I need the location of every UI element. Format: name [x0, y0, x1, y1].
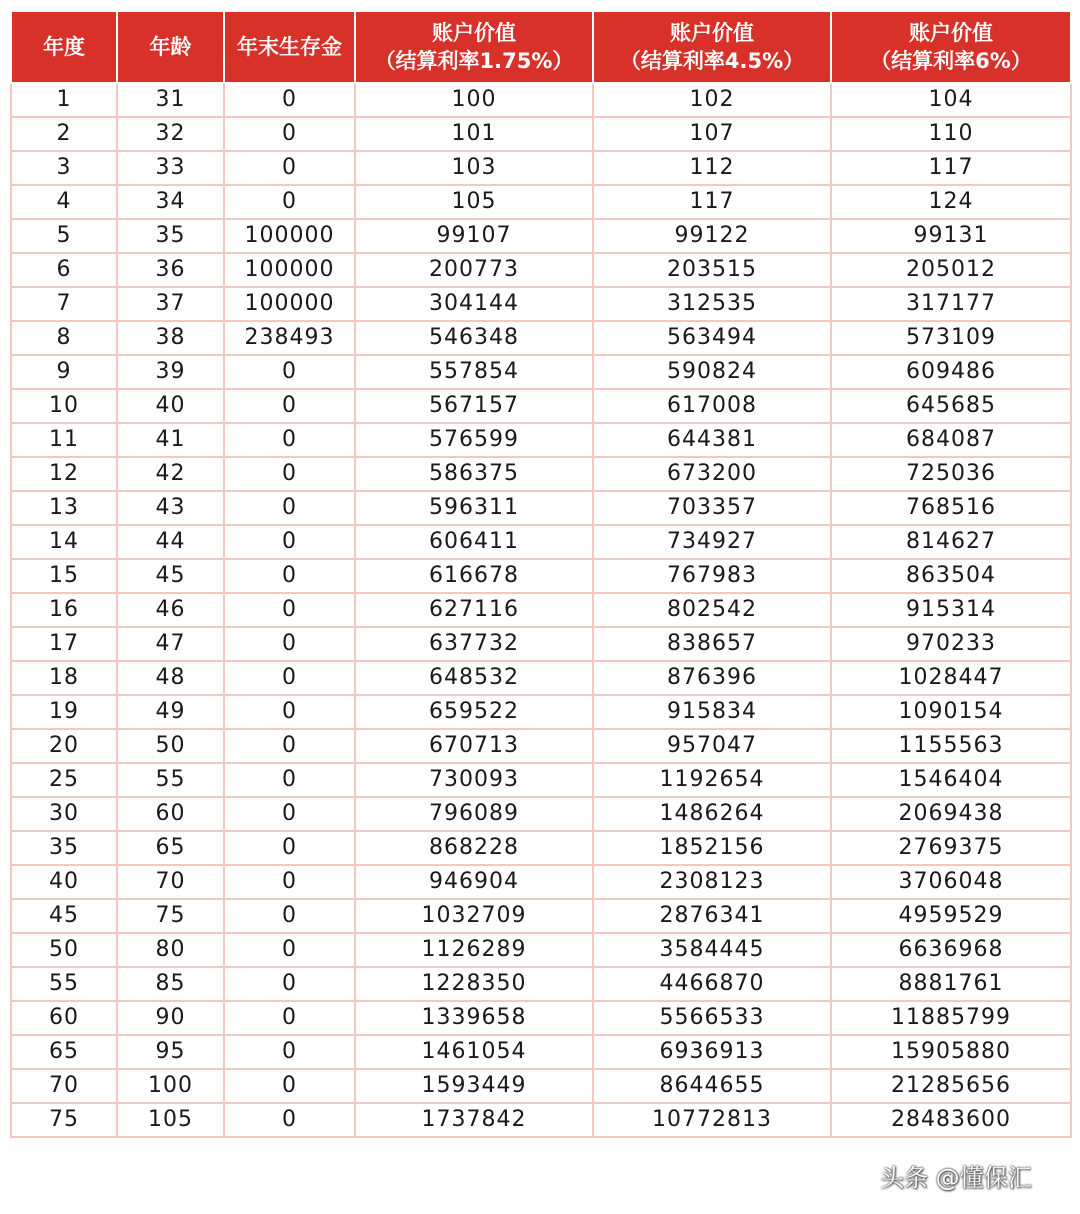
table-cell: 796089 [355, 797, 593, 831]
account-value-table [10, 10, 1072, 1138]
table-cell: 107 [593, 117, 831, 151]
table-row [11, 1103, 1071, 1137]
table-cell: 4466870 [593, 967, 831, 1001]
table-cell: 36 [117, 253, 224, 287]
table-cell: 2769375 [831, 831, 1071, 865]
column-header-3 [224, 11, 355, 83]
table-cell: 0 [224, 865, 355, 899]
table-cell: 34 [117, 185, 224, 219]
table-cell: 32 [117, 117, 224, 151]
table-cell: 33 [117, 151, 224, 185]
table-cell: 0 [224, 661, 355, 695]
table-cell: 15 [11, 559, 117, 593]
table-cell: 609486 [831, 355, 1071, 389]
column-header-title: 年龄 [149, 35, 192, 59]
table-cell: 645685 [831, 389, 1071, 423]
table-cell: 0 [224, 1103, 355, 1137]
table-cell: 48 [117, 661, 224, 695]
table-cell: 0 [224, 729, 355, 763]
table-row [11, 389, 1071, 423]
table-cell: 40 [117, 389, 224, 423]
table-cell: 0 [224, 117, 355, 151]
table-body [11, 83, 1071, 1137]
table-row [11, 321, 1071, 355]
table-row [11, 457, 1071, 491]
table-cell: 110 [831, 117, 1071, 151]
table-cell: 0 [224, 423, 355, 457]
table-cell: 45 [11, 899, 117, 933]
table-cell: 55 [11, 967, 117, 1001]
table-cell: 43 [117, 491, 224, 525]
table-cell: 99107 [355, 219, 593, 253]
table-cell: 42 [117, 457, 224, 491]
table-cell: 35 [117, 219, 224, 253]
table-cell: 0 [224, 185, 355, 219]
table-cell: 573109 [831, 321, 1071, 355]
table-cell: 100000 [224, 219, 355, 253]
table-cell: 0 [224, 593, 355, 627]
table-cell: 617008 [593, 389, 831, 423]
table-row [11, 967, 1071, 1001]
table-row [11, 1001, 1071, 1035]
table-cell: 0 [224, 797, 355, 831]
table-row [11, 865, 1071, 899]
table-cell: 6 [11, 253, 117, 287]
table-cell: 11885799 [831, 1001, 1071, 1035]
column-header-5 [593, 11, 831, 83]
table-cell: 70 [117, 865, 224, 899]
table-row [11, 593, 1071, 627]
table-cell: 60 [11, 1001, 117, 1035]
table-row [11, 1035, 1071, 1069]
column-header-6 [831, 11, 1071, 83]
table-cell: 50 [11, 933, 117, 967]
table-cell: 38 [117, 321, 224, 355]
table-cell: 767983 [593, 559, 831, 593]
table-cell: 7 [11, 287, 117, 321]
table-cell: 99122 [593, 219, 831, 253]
table-cell: 104 [831, 83, 1071, 117]
table-cell: 0 [224, 627, 355, 661]
table-cell: 101 [355, 117, 593, 151]
table-cell: 2069438 [831, 797, 1071, 831]
table-cell: 725036 [831, 457, 1071, 491]
table-cell: 557854 [355, 355, 593, 389]
table-cell: 1593449 [355, 1069, 593, 1103]
table-cell: 17 [11, 627, 117, 661]
table-cell: 1486264 [593, 797, 831, 831]
column-header-subtitle: （结算利率4.5%） [619, 49, 805, 73]
column-header-subtitle: （结算利率6%） [870, 49, 1032, 73]
table-cell: 6936913 [593, 1035, 831, 1069]
table-cell: 946904 [355, 865, 593, 899]
table-cell: 39 [117, 355, 224, 389]
table-cell: 65 [11, 1035, 117, 1069]
table-cell: 100 [355, 83, 593, 117]
table-cell: 838657 [593, 627, 831, 661]
table-cell: 616678 [355, 559, 593, 593]
table-cell: 37 [117, 287, 224, 321]
table-cell: 55 [117, 763, 224, 797]
table-cell: 586375 [355, 457, 593, 491]
table-cell: 25 [11, 763, 117, 797]
table-row [11, 525, 1071, 559]
table-cell: 546348 [355, 321, 593, 355]
table-cell: 734927 [593, 525, 831, 559]
column-header-title: 账户价值 [670, 21, 754, 45]
table-cell: 44 [117, 525, 224, 559]
table-cell: 0 [224, 933, 355, 967]
table-cell: 957047 [593, 729, 831, 763]
table-row [11, 627, 1071, 661]
table-cell: 103 [355, 151, 593, 185]
column-header-4 [355, 11, 593, 83]
table-cell: 876396 [593, 661, 831, 695]
table-cell: 40 [11, 865, 117, 899]
table-cell: 41 [117, 423, 224, 457]
table-cell: 8644655 [593, 1069, 831, 1103]
table-row [11, 355, 1071, 389]
table-cell: 112 [593, 151, 831, 185]
table-cell: 117 [831, 151, 1071, 185]
table-cell: 4 [11, 185, 117, 219]
table-cell: 200773 [355, 253, 593, 287]
table-cell: 31 [117, 83, 224, 117]
table-cell: 0 [224, 831, 355, 865]
table-cell: 47 [117, 627, 224, 661]
table-cell: 13 [11, 491, 117, 525]
table-cell: 673200 [593, 457, 831, 491]
table-cell: 45 [117, 559, 224, 593]
table-cell: 567157 [355, 389, 593, 423]
table-cell: 0 [224, 389, 355, 423]
table-cell: 304144 [355, 287, 593, 321]
table-cell: 11 [11, 423, 117, 457]
table-cell: 0 [224, 695, 355, 729]
table-cell: 0 [224, 355, 355, 389]
table-cell: 75 [117, 899, 224, 933]
table-cell: 90 [117, 1001, 224, 1035]
table-row [11, 83, 1071, 117]
table-cell: 117 [593, 185, 831, 219]
table-cell: 10 [11, 389, 117, 423]
table-cell: 8 [11, 321, 117, 355]
table-cell: 49 [117, 695, 224, 729]
table-cell: 203515 [593, 253, 831, 287]
table-cell: 312535 [593, 287, 831, 321]
table-cell: 1192654 [593, 763, 831, 797]
table-cell: 627116 [355, 593, 593, 627]
table-cell: 637732 [355, 627, 593, 661]
table-cell: 1339658 [355, 1001, 593, 1035]
table-cell: 102 [593, 83, 831, 117]
table-cell: 65 [117, 831, 224, 865]
table-cell: 0 [224, 1035, 355, 1069]
watermark: 头条 @懂保汇 [880, 1164, 1032, 1192]
table-cell: 60 [117, 797, 224, 831]
table-cell: 576599 [355, 423, 593, 457]
table-cell: 12 [11, 457, 117, 491]
table-row [11, 797, 1071, 831]
table-cell: 915834 [593, 695, 831, 729]
table-cell: 0 [224, 525, 355, 559]
table-row [11, 219, 1071, 253]
column-header-title: 账户价值 [909, 21, 993, 45]
table-row [11, 423, 1071, 457]
table-cell: 0 [224, 151, 355, 185]
table-row [11, 253, 1071, 287]
table-cell: 20 [11, 729, 117, 763]
table-row [11, 899, 1071, 933]
table-cell: 1028447 [831, 661, 1071, 695]
table-cell: 100000 [224, 253, 355, 287]
table-cell: 1852156 [593, 831, 831, 865]
table-cell: 590824 [593, 355, 831, 389]
table-cell: 5566533 [593, 1001, 831, 1035]
table-cell: 95 [117, 1035, 224, 1069]
table-cell: 1126289 [355, 933, 593, 967]
table-row [11, 763, 1071, 797]
table-cell: 802542 [593, 593, 831, 627]
table-cell: 35 [11, 831, 117, 865]
table-cell: 563494 [593, 321, 831, 355]
table-cell: 4959529 [831, 899, 1071, 933]
table-cell: 30 [11, 797, 117, 831]
table-cell: 0 [224, 1001, 355, 1035]
header-row [11, 11, 1071, 83]
table-cell: 21285656 [831, 1069, 1071, 1103]
table-cell: 915314 [831, 593, 1071, 627]
table-row [11, 491, 1071, 525]
table-cell: 99131 [831, 219, 1071, 253]
table-cell: 85 [117, 967, 224, 1001]
table-row [11, 1069, 1071, 1103]
column-header-title: 年度 [43, 35, 85, 59]
table-cell: 3706048 [831, 865, 1071, 899]
table-cell: 814627 [831, 525, 1071, 559]
table-cell: 970233 [831, 627, 1071, 661]
table-cell: 14 [11, 525, 117, 559]
table-cell: 0 [224, 83, 355, 117]
table-cell: 205012 [831, 253, 1071, 287]
table-cell: 100 [117, 1069, 224, 1103]
table-cell: 6636968 [831, 933, 1071, 967]
table-cell: 50 [117, 729, 224, 763]
table-row [11, 729, 1071, 763]
table-row [11, 933, 1071, 967]
column-header-subtitle: （结算利率1.75%） [374, 49, 574, 73]
table-cell: 238493 [224, 321, 355, 355]
table-row [11, 661, 1071, 695]
table-row [11, 695, 1071, 729]
table-cell: 75 [11, 1103, 117, 1137]
column-header-title: 账户价值 [432, 21, 516, 45]
table-cell: 606411 [355, 525, 593, 559]
column-header-2 [117, 11, 224, 83]
table-cell: 9 [11, 355, 117, 389]
table-cell: 730093 [355, 763, 593, 797]
table-cell: 124 [831, 185, 1071, 219]
table-cell: 1546404 [831, 763, 1071, 797]
table-cell: 596311 [355, 491, 593, 525]
table-cell: 105 [117, 1103, 224, 1137]
table-cell: 70 [11, 1069, 117, 1103]
table-cell: 659522 [355, 695, 593, 729]
table-cell: 1 [11, 83, 117, 117]
table-cell: 46 [117, 593, 224, 627]
table-cell: 105 [355, 185, 593, 219]
table-row [11, 151, 1071, 185]
table-cell: 684087 [831, 423, 1071, 457]
table-cell: 0 [224, 559, 355, 593]
table-cell: 0 [224, 491, 355, 525]
table-cell: 3584445 [593, 933, 831, 967]
table-cell: 15905880 [831, 1035, 1071, 1069]
table-cell: 0 [224, 967, 355, 1001]
column-header-title: 年末生存金 [237, 35, 342, 59]
table-header [11, 11, 1071, 83]
table-row [11, 287, 1071, 321]
table-cell: 1155563 [831, 729, 1071, 763]
table-cell: 80 [117, 933, 224, 967]
table-cell: 8881761 [831, 967, 1071, 1001]
table-row [11, 559, 1071, 593]
table-cell: 5 [11, 219, 117, 253]
table-cell: 28483600 [831, 1103, 1071, 1137]
table-cell: 868228 [355, 831, 593, 865]
table-row [11, 117, 1071, 151]
table-cell: 16 [11, 593, 117, 627]
table-row [11, 185, 1071, 219]
table-cell: 2308123 [593, 865, 831, 899]
table-cell: 1461054 [355, 1035, 593, 1069]
table-cell: 3 [11, 151, 117, 185]
table-cell: 19 [11, 695, 117, 729]
table-cell: 0 [224, 457, 355, 491]
table-cell: 644381 [593, 423, 831, 457]
table-cell: 0 [224, 1069, 355, 1103]
table-cell: 1737842 [355, 1103, 593, 1137]
table-cell: 10772813 [593, 1103, 831, 1137]
table-cell: 2876341 [593, 899, 831, 933]
table-cell: 18 [11, 661, 117, 695]
table-cell: 1032709 [355, 899, 593, 933]
table-cell: 100000 [224, 287, 355, 321]
table-cell: 768516 [831, 491, 1071, 525]
table-cell: 0 [224, 899, 355, 933]
table-cell: 648532 [355, 661, 593, 695]
table-cell: 2 [11, 117, 117, 151]
table-cell: 703357 [593, 491, 831, 525]
table-cell: 670713 [355, 729, 593, 763]
table-cell: 0 [224, 763, 355, 797]
table-cell: 317177 [831, 287, 1071, 321]
table-row [11, 831, 1071, 865]
table-cell: 1228350 [355, 967, 593, 1001]
table-cell: 1090154 [831, 695, 1071, 729]
column-header-1 [11, 11, 117, 83]
table-cell: 863504 [831, 559, 1071, 593]
